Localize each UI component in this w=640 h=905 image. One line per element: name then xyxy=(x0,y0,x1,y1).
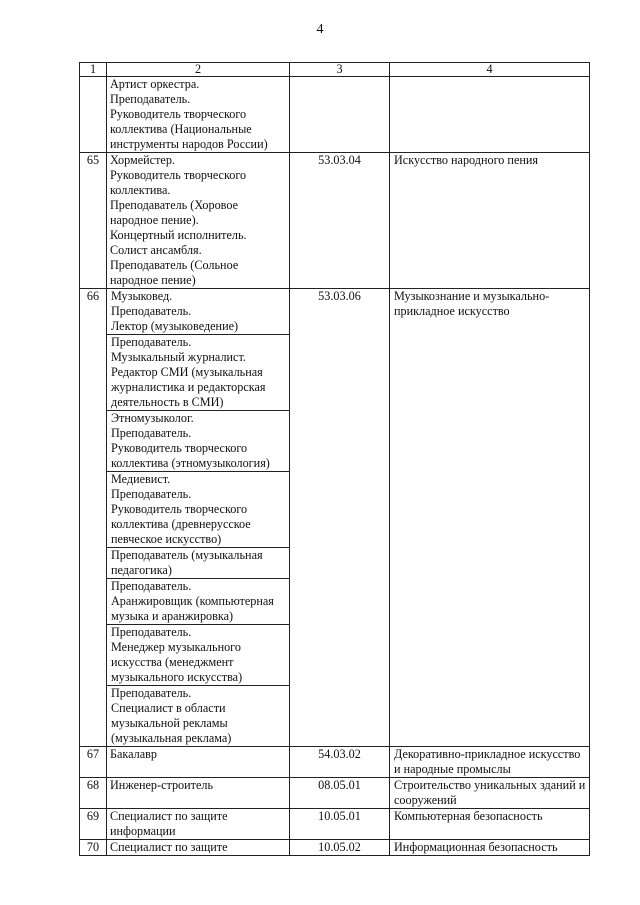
table-row xyxy=(80,289,590,747)
table-row xyxy=(80,77,590,153)
specialty-name: Музыкознание и музыкально-прикладное искусство xyxy=(390,289,590,747)
specialty-table xyxy=(79,62,590,856)
qualification-text: Хормейстер. Руководитель творческого коллектива. Преподаватель (Хоровое народное пение). Концертный исполнитель. Солист ансамбля. Преподаватель (Сольное народное пение) xyxy=(110,153,247,287)
qualification-text: Музыковед. Преподаватель. Лектор (музыковедение) xyxy=(111,289,239,333)
row-number: 69 xyxy=(80,809,107,840)
qualification-text: Специалист по защите xyxy=(110,840,228,854)
qualification-text: Преподаватель. Специалист в области музыкальной рекламы (музыкальная реклама) xyxy=(107,685,289,746)
header-col-1: 1 xyxy=(80,63,107,77)
qualification-text: Бакалавр xyxy=(110,747,158,761)
specialty-code: 53.03.06 xyxy=(290,289,390,747)
qualification-text: Преподаватель. Менеджер музыкального искусства (менеджмент музыкального искусства) xyxy=(107,624,289,685)
qualification-cell xyxy=(107,840,290,856)
qualification-text: Преподаватель. Аранжировщик (компьютерная музыка и аранжировка) xyxy=(107,578,289,624)
specialty-name: Декоративно-прикладное искусство и народные промыслы xyxy=(390,747,590,778)
header-col-3: 3 xyxy=(290,63,390,77)
specialty-code xyxy=(290,77,390,153)
row-number: 68 xyxy=(80,778,107,809)
specialty-name: Информационная безопасность xyxy=(390,840,590,856)
table-row xyxy=(80,778,590,809)
qualification-text: Преподаватель. Музыкальный журналист. Редактор СМИ (музыкальная журналистика и редакторская деятельность в СМИ) xyxy=(107,334,289,410)
row-number: 67 xyxy=(80,747,107,778)
table-body xyxy=(80,77,590,856)
specialty-code: 10.05.02 xyxy=(290,840,390,856)
header-col-2: 2 xyxy=(107,63,290,77)
table-row xyxy=(80,153,590,289)
qualification-text: Инженер-строитель xyxy=(110,778,214,792)
qualification-cell xyxy=(107,153,290,289)
specialty-name xyxy=(390,77,590,153)
row-number: 70 xyxy=(80,840,107,856)
qualification-text: Преподаватель (музыкальная педагогика) xyxy=(107,547,289,578)
row-number: 65 xyxy=(80,153,107,289)
specialty-name: Искусство народного пения xyxy=(390,153,590,289)
qualification-cell xyxy=(107,77,290,153)
qualification-cell xyxy=(107,809,290,840)
specialty-code: 53.03.04 xyxy=(290,153,390,289)
qualification-text: Артист оркестра. Преподаватель. Руководитель творческого коллектива (Национальные инструменты народов России) xyxy=(110,77,268,151)
qualification-text: Медиевист. Преподаватель. Руководитель творческого коллектива (древнерусское певческое искусство) xyxy=(107,471,289,547)
specialty-code: 08.05.01 xyxy=(290,778,390,809)
specialty-name: Компьютерная безопасность xyxy=(390,809,590,840)
qualification-text: Специалист по защите информации xyxy=(110,809,228,838)
qualification-text: Этномузыколог. Преподаватель. Руководитель творческого коллектива (этномузыкология) xyxy=(107,410,289,471)
page-number: 4 xyxy=(316,22,324,37)
row-number: 66 xyxy=(80,289,107,747)
qualification-cell xyxy=(107,747,290,778)
qualification-cell xyxy=(107,778,290,809)
table-row xyxy=(80,809,590,840)
specialty-code: 54.03.02 xyxy=(290,747,390,778)
header-col-4: 4 xyxy=(390,63,590,77)
table-header-row xyxy=(80,63,590,77)
table-row xyxy=(80,747,590,778)
specialty-name: Строительство уникальных зданий и сооружений xyxy=(390,778,590,809)
row-number xyxy=(80,77,107,153)
specialty-code: 10.05.01 xyxy=(290,809,390,840)
table-row xyxy=(80,840,590,856)
qualification-cell xyxy=(107,289,290,747)
